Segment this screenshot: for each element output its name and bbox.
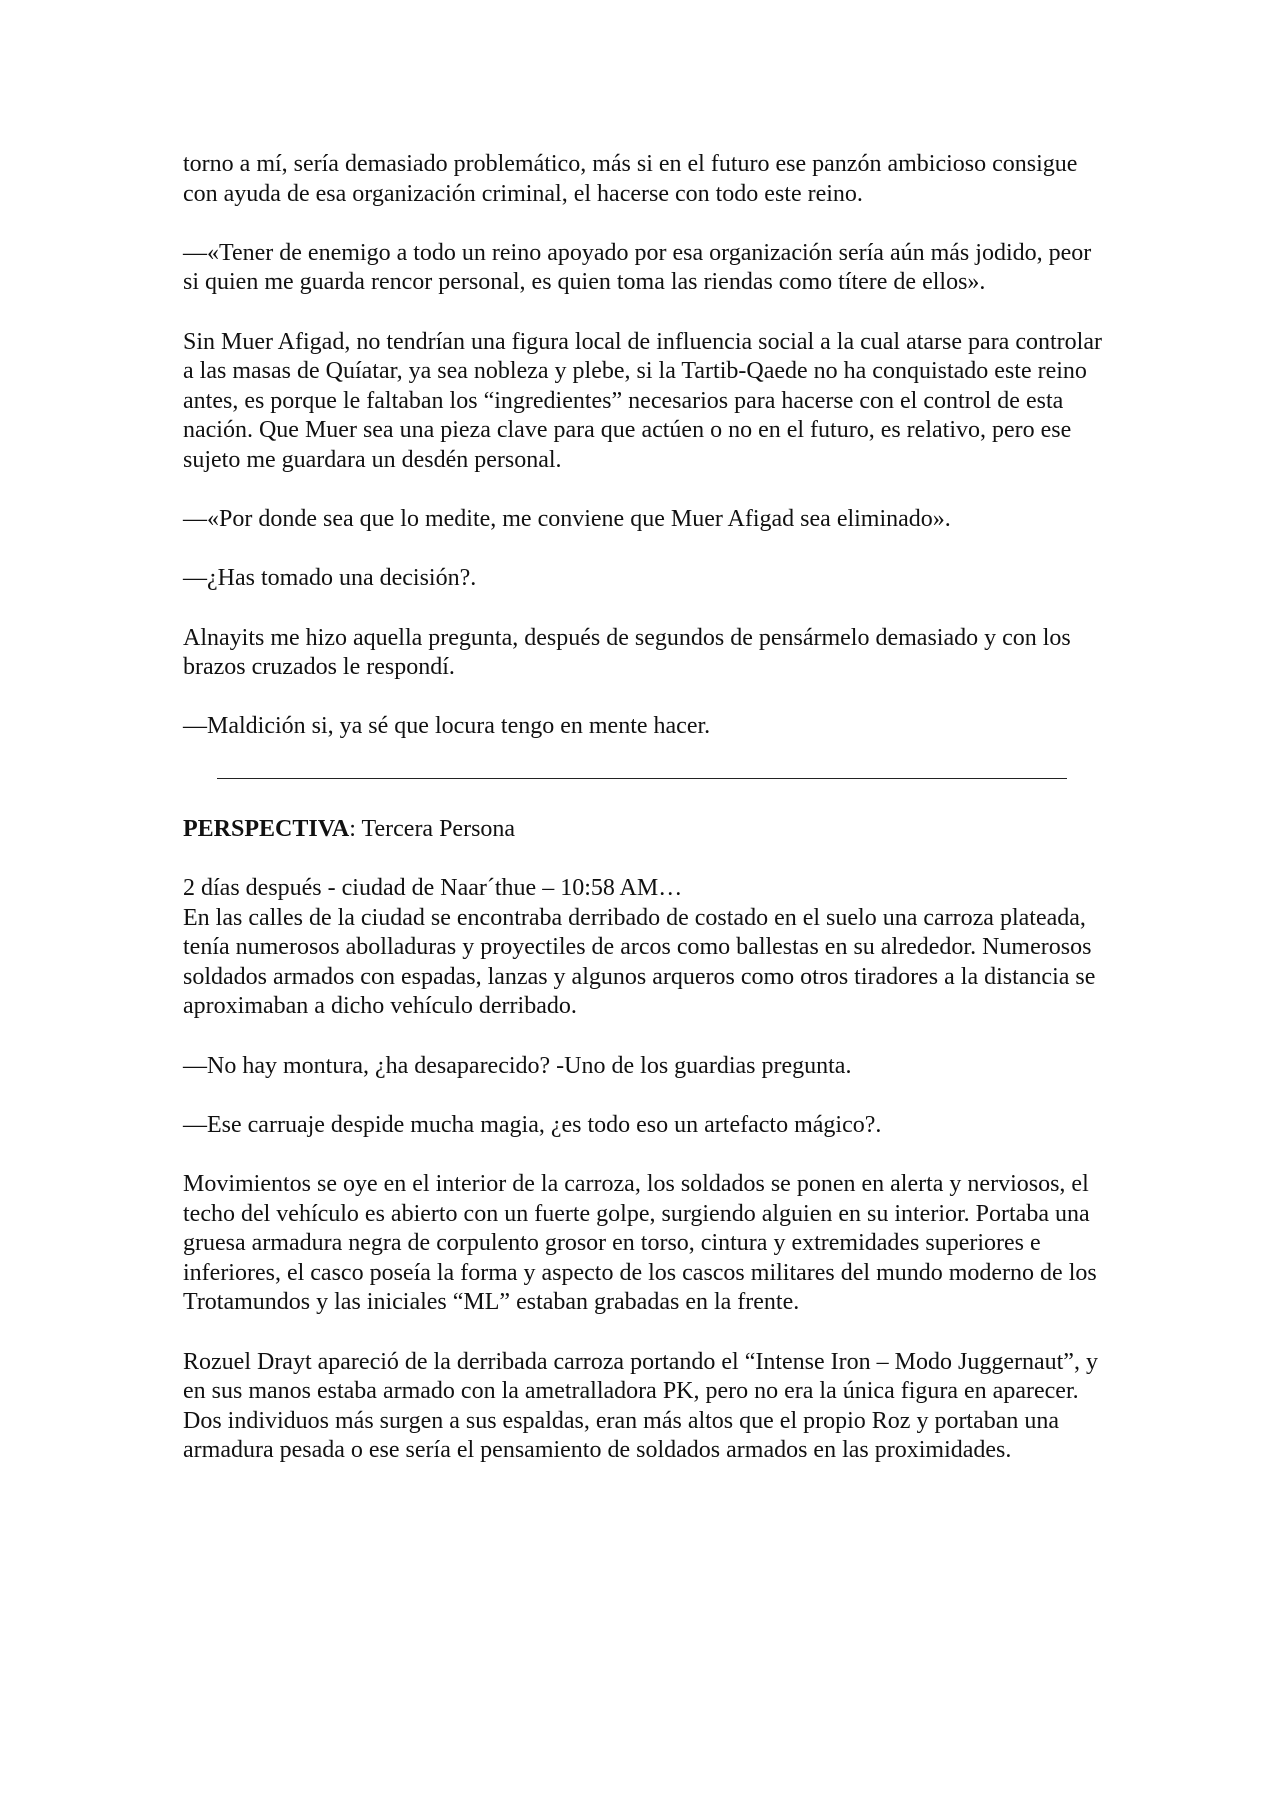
document-page: [183, 150, 1103, 1496]
paragraph: —Ese carruaje despide mucha magia, ¿es todo eso un artefacto mágico?.: [183, 1111, 882, 1138]
paragraph: —«Tener de enemigo a todo un reino apoyado por esa organización sería aún más jodido, peor si quien me guarda rencor personal, es quien toma las riendas como títere de ellos».: [183, 239, 1092, 296]
paragraph: Movimientos se oye en el interior de la carroza, los soldados se ponen en alerta y nerviosos, el techo del vehículo es abierto con un fuerte golpe, surgiendo alguien en su interior. Portaba una gruesa armadura negra de corpulento grosor en torso, cintura y extremidades superiores e inferiores, el casco poseía la forma y aspecto de los cascos militares del mundo moderno de los Trotamundos y las iniciales “ML” estaban grabadas en la frente.: [183, 1171, 1097, 1316]
paragraph: —No hay montura, ¿ha desaparecido? -Uno de los guardias pregunta.: [183, 1052, 852, 1079]
perspective-label: PERSPECTIVA: [183, 815, 350, 842]
paragraph: —«Por donde sea que lo medite, me conviene que Muer Afigad sea eliminado».: [183, 506, 951, 533]
perspective-line: [183, 815, 1103, 845]
paragraph: Alnayits me hizo aquella pregunta, después de segundos de pensármelo demasiado y con los brazos cruzados le respondí.: [183, 624, 1071, 681]
paragraph: torno a mí, sería demasiado problemático, más si en el futuro ese panzón ambicioso consigue con ayuda de esa organización criminal, el hacerse con todo este reino.: [183, 151, 1078, 207]
paragraph: —Maldición si, ya sé que locura tengo en mente hacer.: [183, 713, 711, 740]
perspective-separator: :: [349, 815, 356, 842]
scene-heading: 2 días después - ciudad de Naar´thue – 10:58 AM…: [183, 875, 683, 902]
paragraph: En las calles de la ciudad se encontraba derribado de costado en el suelo una carroza plateada, tenía numerosos abolladuras y proyectiles de arcos como ballestas en su alrededor. Numerosos soldados armados con espadas, lanzas y algunos arqueros como otros tiradores a la distancia se aproximaban a dicho vehículo derribado.: [183, 904, 1096, 1020]
perspective-value: Tercera Persona: [355, 815, 516, 842]
paragraph: Rozuel Drayt apareció de la derribada carroza portando el “Intense Iron – Modo Juggernaut”, y en sus manos estaba armado con la ametralladora PK, pero no era la única figura en aparecer. Dos individuos más surgen a sus espaldas, eran más altos que el propio Roz y portaban una armadura pesada o ese sería el pensamiento de soldados armados en las proximidades.: [183, 1348, 1098, 1464]
paragraph: Sin Muer Afigad, no tendrían una figura local de influencia social a la cual atarse para controlar a las masas de Quíatar, ya sea nobleza y plebe, si la Tartib-Qaede no ha conquistado este reino antes, es porque le faltaban los “ingredientes” necesarios para hacerse con el control de esta nación. Que Muer sea una pieza clave para que actúen o no en el futuro, es relativo, pero ese sujeto me guardara un desdén personal.: [183, 328, 1102, 473]
paragraph: —¿Has tomado una decisión?.: [183, 565, 477, 592]
section-divider: [217, 778, 1067, 779]
